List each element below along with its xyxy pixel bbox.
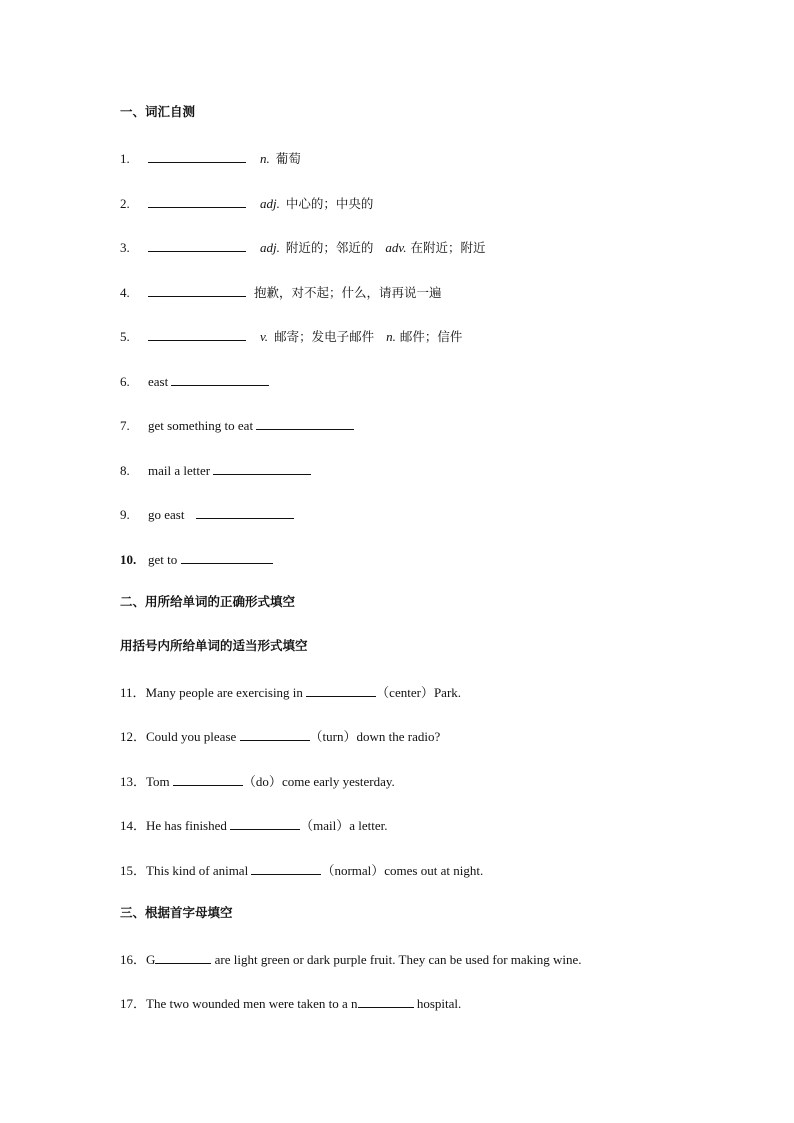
item-number: 6. <box>120 374 130 389</box>
question-17 <box>120 994 461 1012</box>
definition: 抱歉，对不起；什么，请再说一遍 <box>254 285 442 300</box>
item-number: 4. <box>120 285 130 300</box>
question-text-after: hospital. <box>416 996 462 1011</box>
definition-2: 在附近；附近 <box>410 240 486 255</box>
question-text-after: are light green or dark purple fruit. They can be used for making wine. <box>214 952 582 967</box>
section1-title: 一、词汇自测 <box>120 104 196 119</box>
question-16 <box>120 950 582 968</box>
question-text-after: Park. <box>433 685 462 700</box>
section2-title: 二、用所给单词的正确形式填空 <box>120 594 296 609</box>
question-text-before: The two wounded men were taken to a n <box>146 996 358 1011</box>
question-text-before: This kind of animal <box>146 863 249 878</box>
question-text-before: Could you please <box>146 729 237 744</box>
item-number: 7. <box>120 418 130 433</box>
part-of-speech: n. <box>260 151 270 166</box>
part-of-speech: adj. <box>260 196 280 211</box>
definition: 葡萄 <box>275 151 301 166</box>
definition-2: 邮件；信件 <box>399 329 463 344</box>
hint-word: （turn） <box>309 729 357 744</box>
answer-blank[interactable] <box>230 816 300 830</box>
item-number: 3. <box>120 240 130 255</box>
part-of-speech: v. <box>260 329 269 344</box>
section2-subtitle: 用括号内所给单词的适当形式填空 <box>120 638 308 653</box>
vocab-item-5 <box>120 327 462 345</box>
vocab-item-1 <box>120 149 301 167</box>
question-text-after: a letter. <box>349 818 388 833</box>
question-13 <box>120 772 395 790</box>
question-number: 11． <box>120 685 146 700</box>
answer-blank[interactable] <box>181 550 273 564</box>
answer-blank[interactable] <box>251 861 321 875</box>
answer-blank[interactable] <box>240 727 310 741</box>
part-of-speech: adj. <box>260 240 280 255</box>
question-15 <box>120 861 483 879</box>
answer-blank[interactable] <box>148 238 246 252</box>
answer-blank[interactable] <box>196 505 294 519</box>
hint-word: （mail） <box>300 818 350 833</box>
phrase: mail a letter <box>148 463 211 478</box>
answer-blank[interactable] <box>171 372 269 386</box>
question-text-before: G <box>146 952 156 967</box>
hint-word: （center） <box>376 685 434 700</box>
phrase: get something to eat <box>148 418 254 433</box>
part-of-speech-2: n. <box>386 329 396 344</box>
question-number: 14． <box>120 818 147 833</box>
phrase: east <box>148 374 169 389</box>
item-number: 8. <box>120 463 130 478</box>
answer-blank[interactable] <box>148 149 246 163</box>
answer-blank[interactable] <box>148 194 246 208</box>
item-number: 2. <box>120 196 130 211</box>
answer-blank[interactable] <box>155 950 211 964</box>
question-text-before: He has finished <box>146 818 227 833</box>
definition: 附近的；邻近的 <box>285 240 374 255</box>
vocab-item-6 <box>120 372 269 390</box>
vocab-item-9 <box>120 505 294 523</box>
answer-blank[interactable] <box>148 327 246 341</box>
part-of-speech-2: adv. <box>385 240 407 255</box>
question-text-before: Many people are exercising in <box>145 685 303 700</box>
item-number: 9. <box>120 507 130 522</box>
answer-blank[interactable] <box>256 416 354 430</box>
item-number: 1. <box>120 151 130 166</box>
definition: 邮寄；发电子邮件 <box>274 329 375 344</box>
hint-word: （do） <box>242 774 282 789</box>
section3-title: 三、根据首字母填空 <box>120 905 233 920</box>
item-number: 10. <box>120 552 137 567</box>
question-number: 17． <box>120 996 147 1011</box>
vocab-item-2 <box>120 194 373 212</box>
question-text-after: down the radio? <box>356 729 441 744</box>
phrase: get to <box>148 552 178 567</box>
question-number: 13． <box>120 774 147 789</box>
vocab-item-10 <box>120 550 273 568</box>
answer-blank[interactable] <box>148 283 246 297</box>
vocab-item-3 <box>120 238 485 256</box>
question-14 <box>120 816 388 834</box>
hint-word: （normal） <box>321 863 385 878</box>
question-text-before: Tom <box>146 774 170 789</box>
vocab-item-8 <box>120 461 311 479</box>
item-number: 5. <box>120 329 130 344</box>
question-12 <box>120 727 440 745</box>
question-number: 12． <box>120 729 147 744</box>
answer-blank[interactable] <box>173 772 243 786</box>
question-number: 15． <box>120 863 147 878</box>
definition: 中心的；中央的 <box>285 196 374 211</box>
vocab-item-4 <box>120 283 442 301</box>
question-number: 16． <box>120 952 147 967</box>
question-11 <box>120 683 461 701</box>
phrase: go east <box>148 507 185 522</box>
answer-blank[interactable] <box>213 461 311 475</box>
question-text-after: comes out at night. <box>384 863 484 878</box>
vocab-item-7 <box>120 416 354 434</box>
question-text-after: come early yesterday. <box>281 774 395 789</box>
answer-blank[interactable] <box>358 994 414 1008</box>
answer-blank[interactable] <box>306 683 376 697</box>
